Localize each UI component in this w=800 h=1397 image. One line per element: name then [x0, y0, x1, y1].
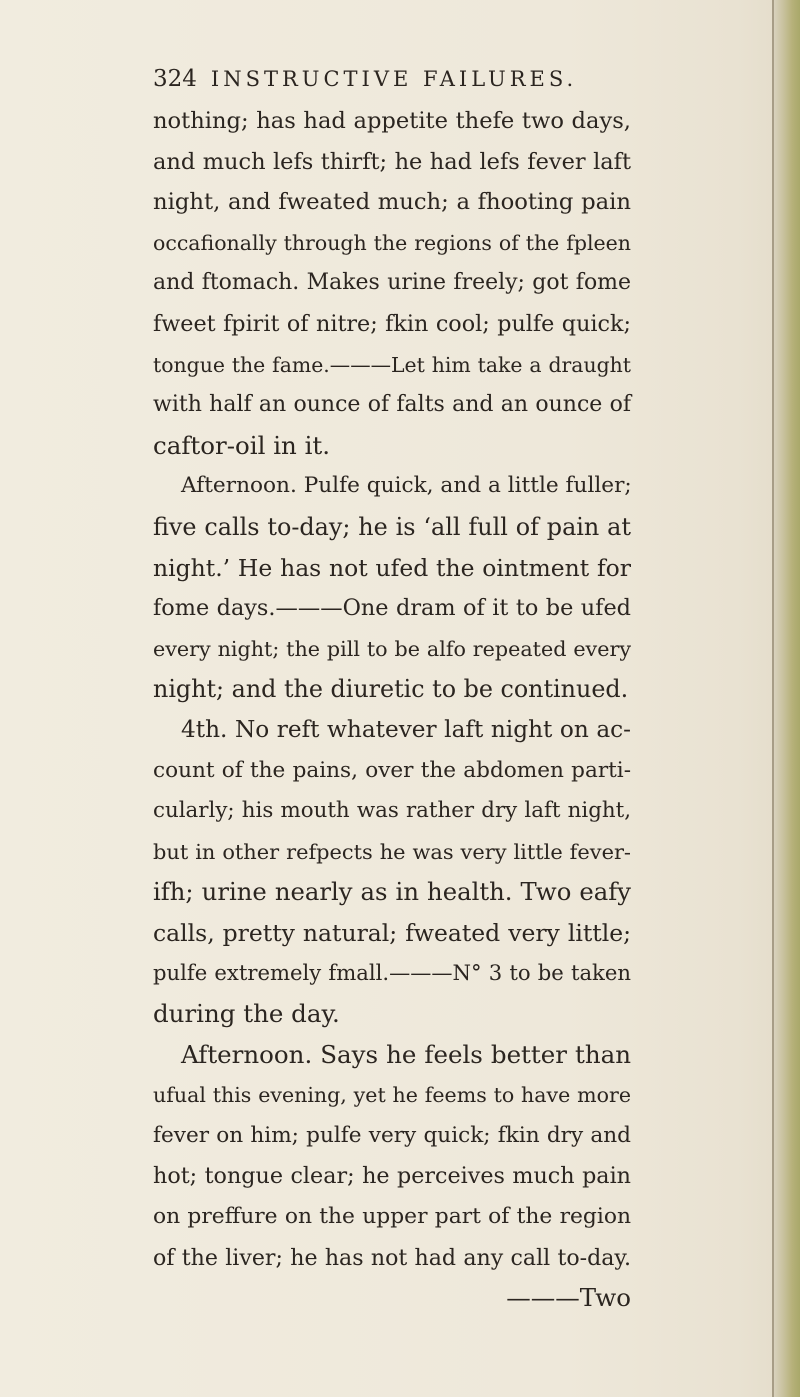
text-line: nothing; has had appetite thefe two days, [153, 108, 631, 134]
catchword: ———Two [506, 1283, 631, 1313]
text-line: ifh; urine nearly as in health. Two eafy [153, 877, 631, 907]
text-line: during the day. [153, 999, 340, 1029]
text-line: pulfe extremely fmall.———N° 3 to be taken [153, 960, 631, 986]
text-line: night, and fweated much; a fhooting pain [153, 189, 631, 216]
text-line: fweet fpirit of nitre; fkin cool; pulfe quick; [153, 310, 631, 337]
text-line: with half an ounce of falts and an ounce of [153, 392, 631, 418]
text-line: and much lefs thirft; he had lefs fever laft [153, 148, 631, 175]
page-number: 324 [153, 66, 197, 92]
text-line: ufual this evening, yet he feems to have more [153, 1083, 631, 1108]
running-header [153, 62, 633, 96]
text-line: and ftomach. Makes urine freely; got fome [153, 270, 631, 296]
text-line: of the liver; he has not had any call to-day. [153, 1244, 631, 1271]
text-line: caftor-oil in it. [153, 430, 331, 460]
text-line: count of the pains, over the abdomen parti- [153, 757, 631, 783]
text-line: hot; tongue clear; he perceives much pain [153, 1163, 631, 1190]
text-line: tongue the fame.———Let him take a draught [153, 352, 631, 377]
text-line: cularly; his mouth was rather dry laft night, [153, 798, 631, 824]
text-line: 4th. No reft whatever laft night on ac- [181, 715, 631, 743]
body-text [153, 101, 631, 1319]
text-line: Afternoon. Says he feels better than [181, 1039, 631, 1069]
text-line: night; and the diuretic to be continued. [153, 675, 629, 704]
text-line: on preffure on the upper part of the region [153, 1204, 631, 1230]
text-line: every night; the pill to be alfo repeated every [153, 636, 631, 661]
running-title: INSTRUCTIVE FAILURES. [210, 67, 578, 91]
text-line: calls, pretty natural; fweated very little; [153, 918, 631, 947]
text-line: fome days.———One dram of it to be ufed [153, 595, 631, 622]
text-line: but in other refpects he was very little fever- [153, 839, 631, 864]
text-line: Afternoon. Pulfe quick, and a little fuller; [181, 473, 632, 499]
text-line: fever on him; pulfe very quick; fkin dry and [153, 1122, 631, 1148]
text-line: occafionally through the regions of the fpleen [153, 230, 631, 255]
text-line: five calls to-day; he is ‘all full of pain at [153, 512, 631, 541]
page-edge [774, 0, 800, 1397]
text-line: night.’ He has not ufed the ointment for [153, 553, 631, 582]
